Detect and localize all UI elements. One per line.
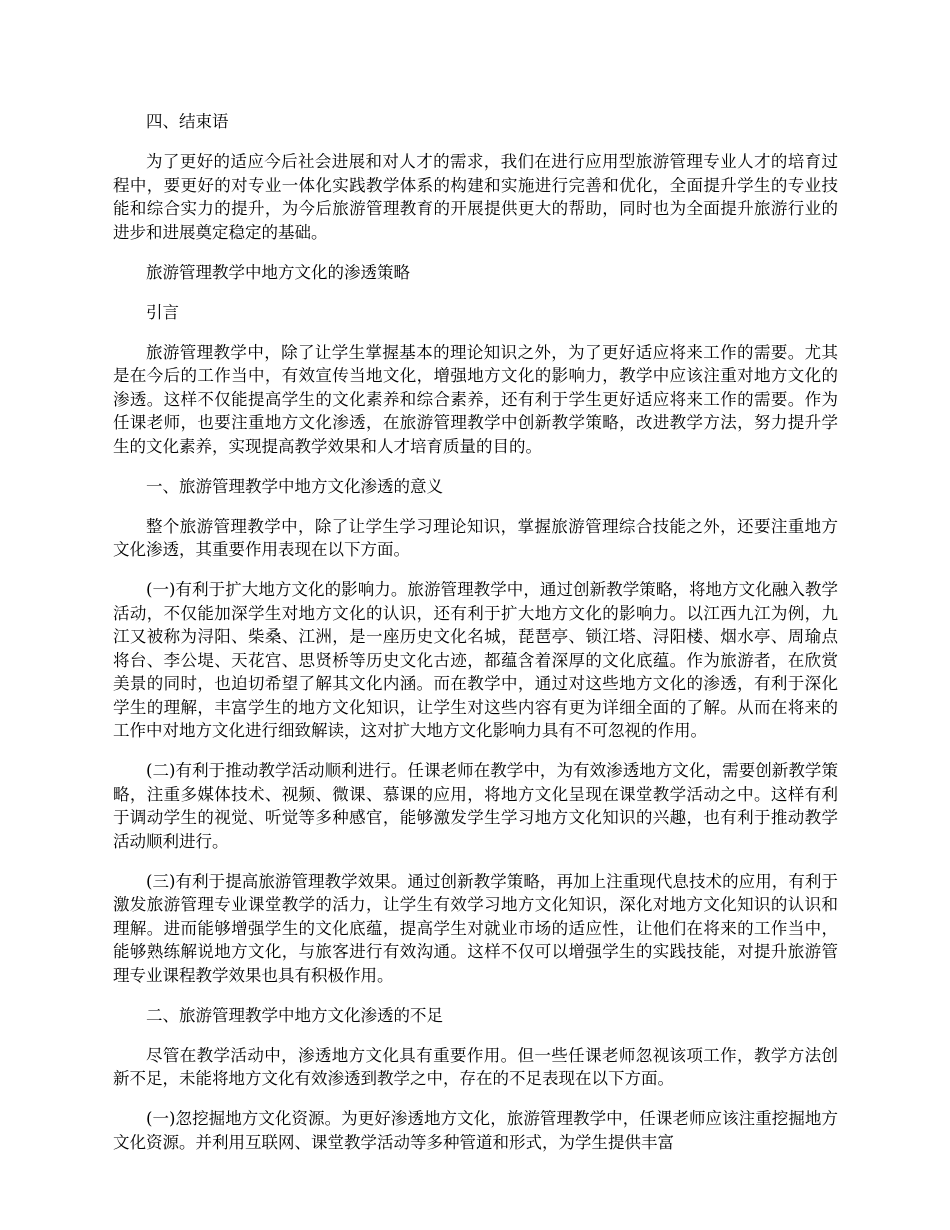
paragraph: (一)有利于扩大地方文化的影响力。旅游管理教学中，通过创新教学策略，将地方文化融入教学活动，不仅能加深学生对地方文化的认识，还有利于扩大地方文化的影响力。以江西九江为例，九江又被称为浔阳、柴桑、江洲，是一座历史文化名城，琵琶亭、锁江塔、浔阳楼、烟水亭、周瑜点将台、李公堤、天花宫、思贤桥等历史文化古迹，都蕴含着深厚的文化底蕴。作为旅游者，在欣赏美景的同时，也迫切希望了解其文化内涵。而在教学中，通过对这些地方文化的渗透，有利于深化学生的理解，丰富学生的地方文化知识，让学生对这些内容有更为详细全面的了解。从而在将来的工作中对地方文化进行细致解读，这对扩大地方文化影响力具有不可忽视的作用。	[113, 580, 838, 740]
paragraph: 旅游管理教学中，除了让学生掌握基本的理论知识之外，为了更好适应将来工作的需要。尤其是在今后的工作当中，有效宣传当地文化，增强地方文化的影响力，教学中应该注重对地方文化的渗透。这样不仅能提高学生的文化素养和综合素养，还有利于学生更好适应将来工作的需要。作为任课老师，也要注重地方文化渗透，在旅游管理教学中创新教学策略，改进教学方法，努力提升学生的文化素养，实现提高教学效果和人才培育质量的目的。	[113, 342, 838, 456]
heading-conclusion: 四、结束语	[146, 112, 229, 131]
paragraph: 为了更好的适应今后社会进展和对人才的需求，我们在进行应用型旅游管理专业人才的培育过程中，要更好的对专业一体化实践教学体系的构建和实施进行完善和优化，全面提升学生的专业技能和综合实力的提升，为今后旅游管理教育的开展提供更大的帮助，同时也为全面提升旅游行业的进步和进展奠定稳定的基础。	[113, 152, 838, 242]
heading-section-1: 一、旅游管理教学中地方文化渗透的意义	[146, 476, 443, 496]
paragraph: (二)有利于推动教学活动顺利进行。任课老师在教学中，为有效渗透地方文化，需要创新教学策略，注重多媒体技术、视频、微课、慕课的应用，将地方文化呈现在课堂教学活动之中。这样有利于调动学生的视觉、听觉等多种感官，能够激发学生学习地方文化知识的兴趣，也有利于推动教学活动顺利进行。	[113, 761, 838, 851]
document-body	[113, 110, 838, 1171]
heading-introduction: 引言	[146, 302, 179, 322]
heading-section-2: 二、旅游管理教学中地方文化渗透的不足	[146, 1005, 443, 1025]
paragraph: (一)忽挖掘地方文化资源。为更好渗透地方文化，旅游管理教学中，任课老师应该注重挖掘地方文化资源。并利用互联网、课堂教学活动等多种管道和形式，为学生提供丰富	[113, 1109, 838, 1152]
article-title: 旅游管理教学中地方文化的渗透策略	[146, 262, 410, 282]
paragraph: 尽管在教学活动中，渗透地方文化具有重要作用。但一些任课老师忽视该项工作，教学方法创新不足，未能将地方文化有效渗透到教学之中，存在的不足表现在以下方面。	[113, 1045, 838, 1088]
paragraph: 整个旅游管理教学中，除了让学生学习理论知识，掌握旅游管理综合技能之外，还要注重地方文化渗透，其重要作用表现在以下方面。	[113, 516, 838, 559]
paragraph: (三)有利于提高旅游管理教学效果。通过创新教学策略，再加上注重现代息技术的应用，有利于激发旅游管理专业课堂教学的活力，让学生有效学习地方文化知识，深化对地方文化知识的认识和理解。进而能够增强学生的文化底蕴，提高学生对就业市场的适应性，让他们在将来的工作当中，能够熟练解说地方文化，与旅客进行有效沟通。这样不仅可以增强学生的实践技能，对提升旅游管理专业课程教学效果也具有积极作用。	[113, 871, 838, 985]
